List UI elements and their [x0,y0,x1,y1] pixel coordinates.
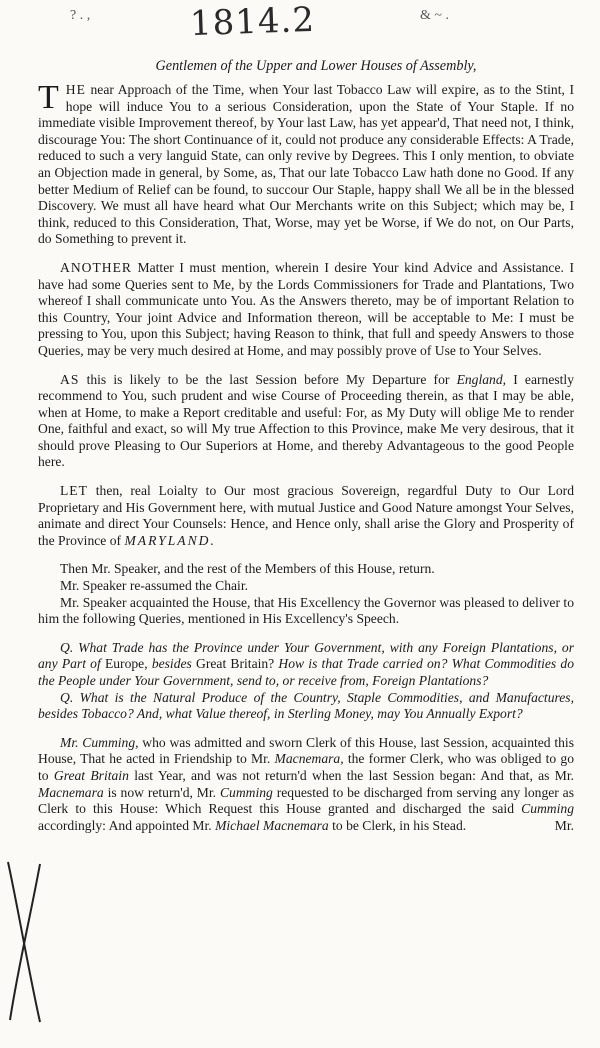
person-name: Cumming [219,784,273,800]
query-text: What is the Natural Produce of the Country, Staple Commodities, and Manufactures, besides Tobacco? And, what Value thereof, in Sterling Money, may You Annually Export? [38,689,574,722]
paragraph-text: who was admitted and sworn Clerk of this House, last Session, acquainted this House, That he acted in Friendship to Mr. [38,734,574,767]
place-name: Great Britain? [196,656,275,672]
paragraph-1 [38,79,574,248]
lead-word: ANOTHER [60,259,132,275]
lead-word: LET [60,483,88,499]
person-name: Macnemara, [274,751,344,767]
handwritten-x-mark [4,858,44,1026]
paragraph-text: I earnestly recommend to You, such prudent and wise Course of Proceeding therein, as that I may be able, when at Home, to make a Report creditable and useful: For, as My Duty will oblige Me to render One, faithful and exact, so will My true Affection to this Province, make Me very desirous, that it should prove Pleasing to Our Superiors at Home, and thereby Advantageous to the good People here. [38,371,575,470]
document-body [38,79,575,835]
query-lead: Q. [60,689,74,705]
paragraph-4 [38,483,574,549]
paragraph-text: this is likely to be the last Session before My Departure for [86,371,450,387]
place-name: Europe, [104,656,148,672]
paragraph-text: near Approach of the Time, when Your last Tobacco Law will expire, as to the Stint, I hope will induce You to a serious Consideration, upon the State of Your Staple. If no immediate visible Improvement thereof, by Your last Law, has yet appear'd, That need not, I think, discourage You: The short Continuance of it, could not produce any considerable Effects: A Trade, reduced to such a very languid State, can only revive by Degrees. This I only mention, to obviate an Objection made in general, by Some, as, That our late Tobacco Law hath done no Good. If any better Medium of Relief can be found, to succour Our Staple, happy shall We all be in the blessed Discovery. We must all have heard what Our Merchants write on this Subject; which may be, I think, reduced to this Consideration, That, Worse, may yet be Worse, if We do not, on Our Parts, do Something to prevent it. [38,82,574,247]
place-name: Great Britain [53,767,129,783]
query-text: besides [151,656,192,672]
paragraph-text: the former Clerk, who was obliged to go to [38,751,574,783]
query-1 [38,640,574,690]
margin-scribble-left: ? . , [70,8,91,23]
paragraph-text: requested to be discharged from serving any longer as Clerk to this House: Which Request this House granted and discharged the said [38,784,575,817]
lead-word: HE [65,82,86,97]
drop-cap: T [38,79,62,116]
address-heading: Gentlemen of the Upper and Lower Houses of Assembly, [155,58,477,74]
paragraph-text: Matter I must mention, wherein I desire Your kind Advice and Assistance. I have had some Queries sent to Me, by the Lords Commissioners for Trade and Plantations, Two whereof I shall communicate unto You. As the Answers thereto, may be of important Relation to this Country, Your joint Advice and Information thereon, will be acceptable to Me: I must be pressing to You, upon this Subject; having Reason to think, that full and speedy Answers to those Queries, may be very much desired at Home, and may possibly prove of Use to Your Selves. [38,259,574,358]
paragraph-text: to be Clerk, in his Stead. [332,817,467,833]
person-name: Cumming [521,801,574,817]
query-lead: Q. [60,639,74,655]
place-name: England, [456,371,507,387]
paragraph-5: Then Mr. Speaker, and the rest of the Members of this House, return. [60,561,435,577]
province-name: MARYLAND. [124,532,216,548]
person-name: Michael Macnemara [215,817,329,833]
paragraph-2 [38,260,574,360]
lead-word: AS [60,371,80,387]
handwritten-number: 1814.2 [189,0,316,45]
paragraph-text: last Year, and was not return'd when the last Session began: And that, as Mr. [134,767,574,783]
query-2 [38,690,574,723]
query-text: How is that Trade carried on? What Commodities do the People under Your Government, send to, or receive from, Foreign Plantations? [38,656,575,688]
paragraph-3 [38,372,574,472]
paragraph-6: Mr. Speaker re-assumed the Chair. [60,578,248,594]
paragraph-text: accordingly: And appointed Mr. [38,817,212,833]
margin-scribble-right: & ~ . [420,8,449,23]
person-name: Mr. Cumming, [60,734,139,750]
query-text: What Trade has the Province under Your Government, with any Foreign Plantations, or any Part of [38,639,574,672]
paragraph-7: Mr. Speaker acquainted the House, that His Excellency the Governor was pleased to deliver to him the following Queries, mentioned in His Excellency's Speech. [38,594,574,627]
person-name: Macnemara [38,784,104,800]
catchword: Mr. [554,818,574,834]
paragraph-text: is now return'd, Mr. [107,784,217,800]
paragraph-text: then, real Loialty to Our most gracious Sovereign, regardful Duty to Our Lord Proprietary and His Government here, with mutual Justice and Good Nature amongst Your Selves, animate and direct Your Counsels: Hence, and Hence only, shall arise the Glory and Prosperity of the Province of [38,483,575,548]
